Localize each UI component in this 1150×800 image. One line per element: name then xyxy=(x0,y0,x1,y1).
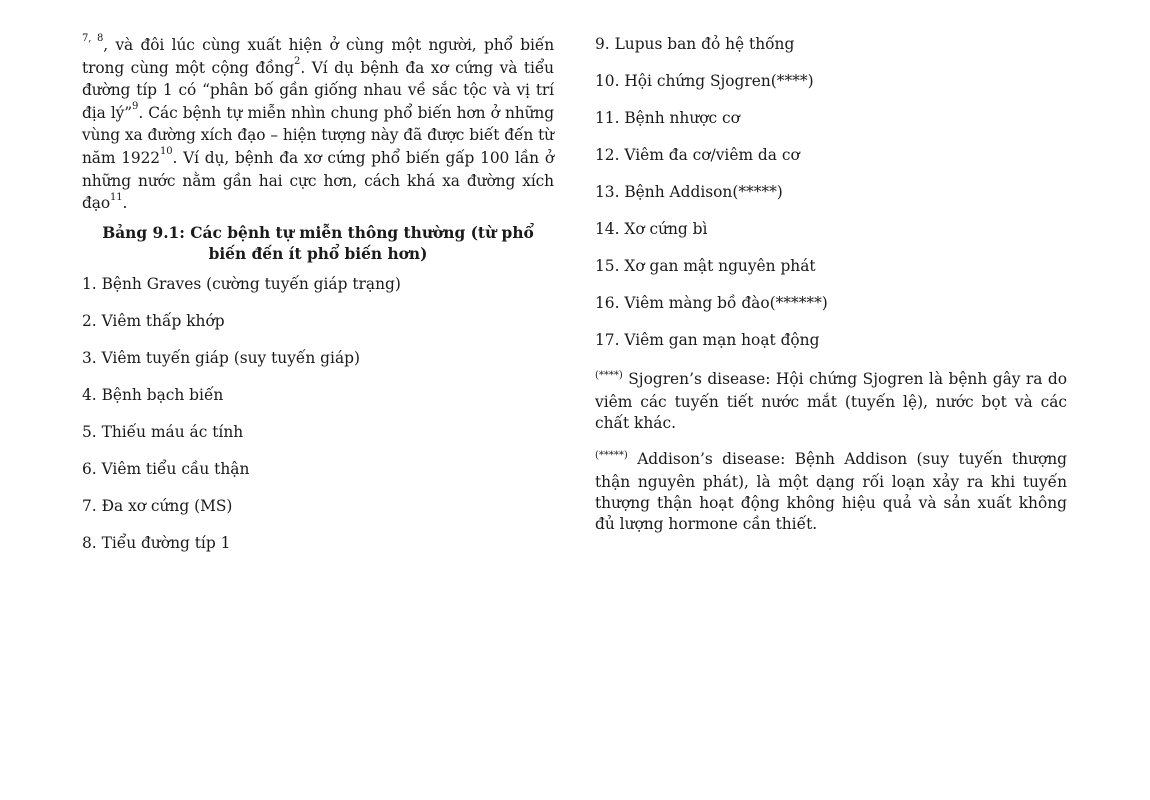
right-column xyxy=(595,34,1067,550)
list-item: 6. Viêm tiểu cầu thận xyxy=(82,459,250,478)
list-item: 3. Viêm tuyến giáp (suy tuyến giáp) xyxy=(82,348,360,367)
list-item: 5. Thiếu máu ác tính xyxy=(82,422,244,441)
footnote-ref: 10 xyxy=(159,146,173,158)
list-item: 16. Viêm màng bồ đào(******) xyxy=(595,294,828,312)
footnote-mark: (*****) xyxy=(595,450,628,461)
list-item: 2. Viêm thấp khớp xyxy=(82,311,225,330)
disease-list-right xyxy=(595,32,1067,365)
list-item: 12. Viêm đa cơ/viêm da cơ xyxy=(595,146,800,164)
footnote-text: Sjogren’s disease: Hội chứng Sjogren là bệnh gây ra do viêm các tuyến tiết nước mắt (tuyến lệ), nước bọt và các chất khác. xyxy=(595,370,1067,432)
list-item: 1. Bệnh Graves (cường tuyến giáp trạng) xyxy=(82,274,401,293)
list-item: 17. Viêm gan mạn hoạt động xyxy=(595,331,820,349)
list-item: 9. Lupus ban đỏ hệ thống xyxy=(595,35,795,53)
list-item: 4. Bệnh bạch biến xyxy=(82,385,224,404)
list-item: 8. Tiểu đường típ 1 xyxy=(82,533,231,552)
left-column xyxy=(82,34,554,567)
list-item: 10. Hội chứng Sjogren(****) xyxy=(595,72,814,90)
footnote-ref: 11 xyxy=(110,191,123,203)
list-item: 13. Bệnh Addison(*****) xyxy=(595,183,783,201)
list-item: 11. Bệnh nhược cơ xyxy=(595,109,740,127)
footnote-mark: (****) xyxy=(595,370,623,381)
table-title: Bảng 9.1: Các bệnh tự miễn thông thường (từ phổ biến đến ít phổ biến hơn) xyxy=(102,223,534,263)
list-item: 14. Xơ cứng bì xyxy=(595,220,708,238)
footnote-ref: 2 xyxy=(294,55,301,67)
paragraph-text: . xyxy=(122,194,128,213)
paragraph-text: . Ví dụ, bệnh đa xơ cứng phổ biến gấp 100 lần ở những nước nằm gần hai cực hơn, cách khá xa đường xích đạo xyxy=(82,148,554,213)
disease-list-left xyxy=(82,271,554,567)
paragraph-text: . Các bệnh tự miễn nhìn chung phổ biến hơn ở những vùng xa đường xích đạo – hiện tượng này đã được biết đến từ năm 1922 xyxy=(82,103,554,167)
footnote-addison xyxy=(595,449,1067,535)
list-item: 7. Đa xơ cứng (MS) xyxy=(82,496,233,515)
paragraph-text: . Ví dụ bệnh đa xơ cứng và tiểu đường típ 1 có “phân bố gần giống nhau về sắc tộc và vị trí địa lý” xyxy=(82,58,554,122)
footnote-sjogren xyxy=(595,369,1067,434)
paragraph-text: , và đôi lúc cùng xuất hiện ở cùng một người, phổ biến trong cùng một cộng đồng xyxy=(82,36,555,77)
footnote-text: Addison’s disease: Bệnh Addison (suy tuyến thượng thận nguyên phát), là một dạng rối loạn xảy ra khi tuyến thượng thận hoạt động không hiệu quả và sản xuất không đủ lượng hormone cần thiết. xyxy=(595,450,1067,533)
list-item: 15. Xơ gan mật nguyên phát xyxy=(595,257,816,275)
footnote-ref: 7, 8 xyxy=(82,33,104,45)
footnote-ref: 9 xyxy=(132,101,139,113)
intro-paragraph xyxy=(82,34,554,215)
